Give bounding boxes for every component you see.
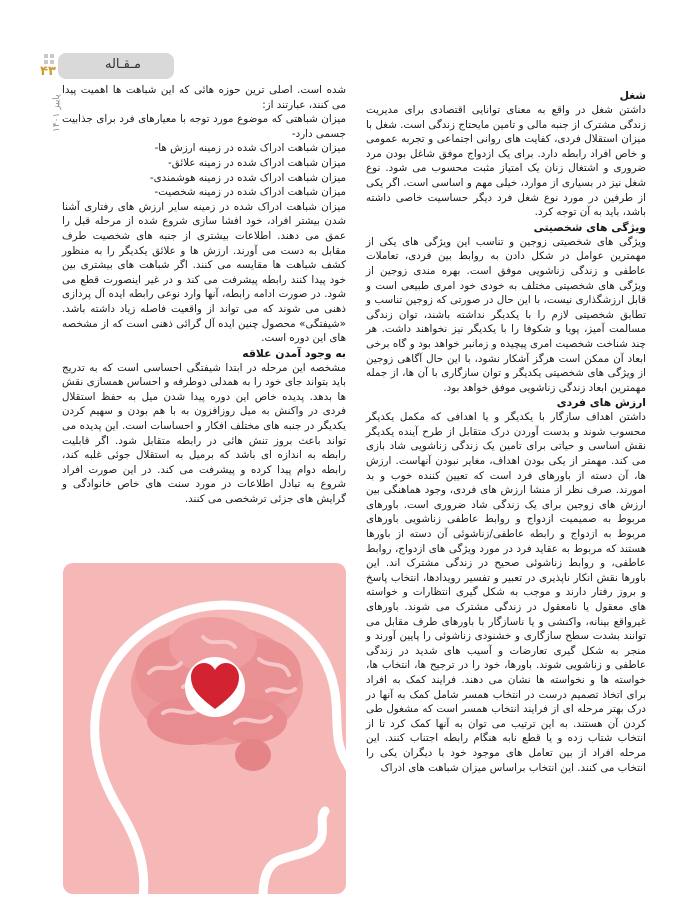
list-item: میزان شباهت ادراک شده در زمینه ارزش ها- <box>154 142 346 155</box>
list-item: میزان شباهت ادراک شده در زمینه شخصیت- <box>154 186 346 199</box>
heart-icon <box>185 657 245 717</box>
illustration-head-brain-heart <box>63 563 346 894</box>
page-margin <box>0 0 40 900</box>
left-column <box>62 83 346 507</box>
paragraph-job: داشتن شغل در واقع به معنای توانایی اقتصادی برای مدیریت زندگی مشترک از جنبه مالی و تامین مایحتاج زندگی است. شغل با میزان استقلال فردی، کفایت های روانی اجتماعی و تجربه عمومی و خاص افراد رابطه دارد. برای یک ازدواج موفق شاغل بودن مرد ضروری و اشتغال زنان یک امتیاز مثبت محسوب می شود. نوع شغل نیز در بسیاری از موارد، خیلی مهم و اساسی است. اگر یکی از طرفین در مورد نوع شغل فرد دیگر حساسیت خاصی داشته باشد، باید به آن توجه کرد. <box>366 104 646 219</box>
section-label: مـقـاله <box>104 57 142 72</box>
page-number: ۴۳ <box>40 64 56 79</box>
paragraph-personality-traits: ویژگی های شخصیتی زوجین و تناسب این ویژگی های یکی از مهمترین عوامل در شکل دادن به روابط بین فردی، تعاملات عاطفی و زندگی زناشویی موفق است. بهره مندی زوجین از ویژگی های شخصیتی مختلف به خودی خود امری طبیعی است و قابل ارزشگذاری نیست، با این حال در صورتی که زوجین تناسب و تطابق شخصیتی لازم را با یکدیگر نداشته باشند، توان زندگی مسالمت آمیز، پویا و شکوفا را با یکدیگر نیز نخواهند داشت. هر چند شناخت شخصیت امری پیچیده و زمانبر خواهد بود و گاه برخی ابعاد آن ممکن است هرگز آشکار نشود، با این حال آگاهی زوجین از ویژگی های شخصیتی یکدیگر و توان سازگاری با آن ها، از جمله مهمترین ابعاد زندگی زناشویی موفق خواهد بود. <box>366 235 646 394</box>
paragraph-similarity-intro: شده است. اصلی ترین حوزه هائی که این شباهت ها اهمیت پیدا می کنند، عبارتند از: <box>62 84 346 111</box>
issue-date: پاییز ۱۴۰۱ <box>52 94 62 132</box>
list-item: میزان شباهت ادراک شده در زمینه علائق- <box>168 156 346 169</box>
paragraph-emergence-of-affection: مشخصه این مرحله در ابتدا شیفتگی احساسی است که به تدریج باید بتواند جای خود را به همدلی دوطرفه و احساس همسازی نقش ها بدهد. پدیده خاص این دوره پیدا شدن میل به حفظ استقلال فردی در واکنش به میل روزافزون به با هم بودن و سهیم کردن یکدیگر در جنبه های مختلف افکار و احساسات است. این پدیده می تواند باعث بروز تنش هائی در رابطه متقابل شود. اگر قابلیت رابطه به اندازه ای باشد که برمیل به استقلال جوئی غلبه کند، رابطه دوام پیدا کرده و پیشرفت می کند. در این صورت افراد شروع به تبادل اطلاعات در مورد سنت های خاص خانوادگی و گرایش های جزئی ترشخصی می کنند. <box>62 361 346 506</box>
heading-emergence-of-affection: به وجود آمدن علاقه <box>242 346 346 360</box>
right-column <box>366 88 646 775</box>
paragraph-behavioral-values: میزان شباهت ادراک شده در زمینه سایر ارزش های رفتاری آشنا شدن بیشتر افراد، خود افشا سازی شروع شده از مرحله قبل را عمق می دهند. اطلاعات بیشتری از جنبه های شخصیت طرف مقابل به دست می آورند. ارزش ها و علائق یکدیگر را به منظور کشف شباهت ها مقایسه می کنند. اگر شباهت های بیشتری بین خود پیدا کنند رابطه پیشرفت می کند و در غیر اینصورت قطع می شود. در صورت ادامه رابطه، آنها وارد نوعی رابطه ایده آل پردازی ذهنی می شوند که می تواند از واقعیت فاصله زیاد داشته باشد. «شیفتگی» محصول چنین ایده آل گرائی ذهنی است که از مشخصه های این دوره است. <box>62 200 346 345</box>
heading-job: شغل <box>619 89 646 102</box>
paragraph-personal-values: داشتن اهداف سازگار با یکدیگر و یا اهدافی که مکمل یکدیگر محسوب شوند و بدست آوردن درک متقابل از طرح آینده یکدیگر نقش اساسی و حیاتی برای تامین یک زندگی زناشویی شاد بازی می کند. مهمتر از یکی بودن اهداف، مغایر نبودن آنهاست. ارزش ها، آن دسته از باورهای فرد است که تعیین کننده خوب و بد امورند. صرف نظر از منشا ارزش های فردی، وجود هماهنگی بین ارزش های زوجین برای یک زندگی شاد ضروری است. باورهای مربوط به صمیمیت ازدواج و روابط عاطفی زناشویی باورهای مربوط به ازدواج و رابطه عاطفی/زناشوئی آن دسته از باورها هستند که مربوط به عقاید فرد در مورد ویژگی های ازدواج، روابط عاطفی، و روابط زناشوئی صحیح در زندگی مشترک اند. این باورها نقش انکار ناپذیری در تعبیر و تفسیر رویدادها، انتخاب پاسخ و بروز رفتار دارند و موجب به شکل گیری انتظارات و خواسته های معقول یا نامعقول در زندگی مشترک می شوند. باورهای غیرواقع بینانه، واکنشی و یا ناسازگار با باورهای طرف مقابل می توانند بشدت سطح سازگاری و خشنودی زناشوئی را پایین آورند و منجر به شکل گیری تعارضات و آسیب های شدید در زندگی عاطفی و زناشویی شوند. باورها، خود را در ترجیح ها، انتخاب ها، خواسته ها و نخواسته ها نشان می دهند. فرایند کمک به افراد برای اتخاذ تصمیم درست در انتخاب همسر شامل کمک به آنها در درک بهتر مرحله ای از فرایند انتخاب همسر است که مشغول طی کردن آن هستند. به این ترتیب می توان به آنها کمک کرد تا از انتخاب شتاب زده و یا قطع نابه هنگام رابطه اجتناب کنند. این مرحله افراد از بین تعامل های موجود خود با دیگران یکی را انتخاب می کنند. این انتخاب براساس میزان شباهت های ادراک <box>366 411 646 774</box>
heading-personality-traits: ویژگی های شخصیتی <box>533 220 646 234</box>
heading-personal-values: ارزش های فردی <box>556 396 646 410</box>
paragraph-physical-attraction: میزان شباهتی که موضوع مورد توجه با معیارهای فرد برای جذابیت جسمی دارد- <box>62 113 346 140</box>
similarity-list <box>62 141 346 199</box>
list-item: میزان شباهت ادراک شده در زمینه هوشمندی- <box>149 171 346 184</box>
